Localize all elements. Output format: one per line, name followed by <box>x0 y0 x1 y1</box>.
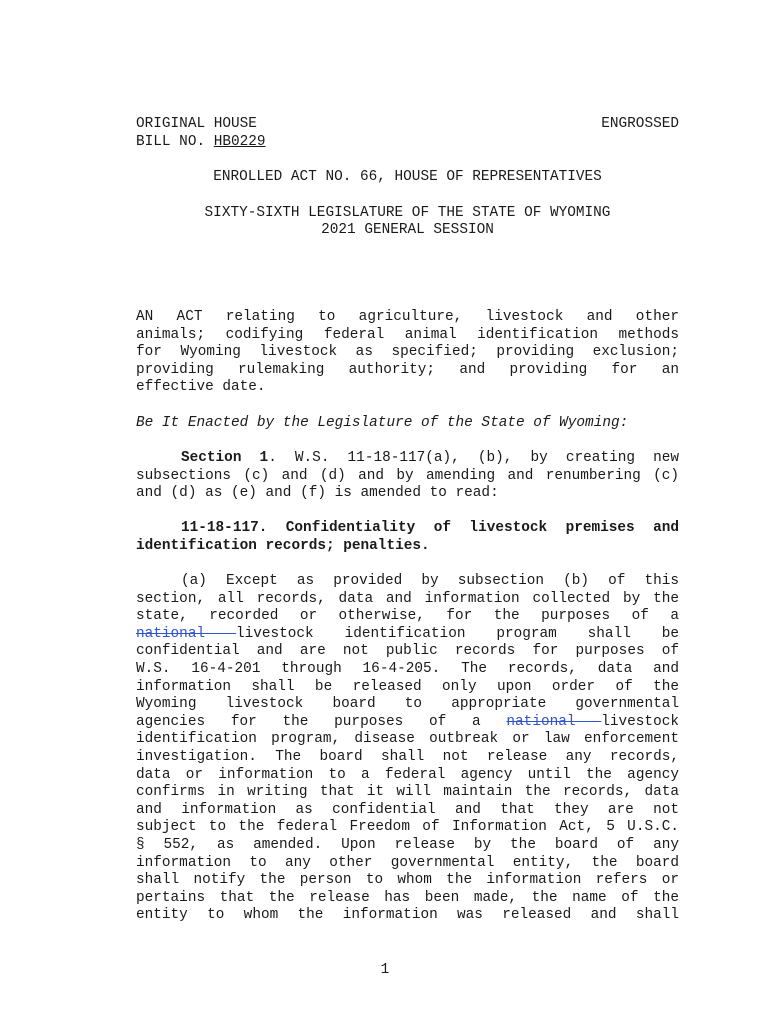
section-1-line <box>136 450 679 468</box>
subsection-a-line: state, recorded or otherwise, for the purposes of a <box>136 608 679 625</box>
subsection-a-line <box>136 714 679 732</box>
original-house-label: ORIGINAL HOUSE <box>136 116 257 132</box>
act-title <box>136 309 679 397</box>
legislature-line: SIXTY-SIXTH LEGISLATURE OF THE STATE OF WYOMING <box>204 205 611 221</box>
section-1-line: subsections (c) and (d) and by amending and renumbering (c) <box>136 467 679 484</box>
statute-heading-line: identification records; penalties. <box>136 537 430 554</box>
subsection-a-line: subject to the federal Freedom of Information Act, 5 U.S.C. <box>136 819 679 836</box>
subsection-a-line: W.S. 16-4-201 through 16-4-205. The records, data and <box>136 660 679 677</box>
subsection-a-line: identification program, disease outbreak or law enforcement <box>136 731 679 748</box>
deleted-text: national <box>506 713 602 730</box>
subsection-a-text: livestock <box>601 713 679 730</box>
section-1-label: Section 1 <box>181 450 269 466</box>
bill-number-link[interactable]: HB0229 <box>213 133 266 150</box>
section-1 <box>136 450 679 503</box>
subsection-a-line: information shall be released only upon order of the <box>136 678 679 695</box>
subsection-a-line: confirms in writing that it will maintain the records, data <box>136 784 679 801</box>
subsection-a-line: shall notify the person to whom the information refers or <box>136 872 679 889</box>
subsection-a-text: livestock identification program shall be <box>235 625 679 642</box>
act-title-line: effective date. <box>136 379 266 396</box>
act-title-line: for Wyoming livestock as specified; providing exclusion; <box>136 344 679 361</box>
subsection-a-line: pertains that the release has been made, the name of the <box>136 889 679 906</box>
header-left <box>136 116 266 151</box>
subsection-a-line: § 552, as amended. Upon release by the board of any <box>136 836 679 853</box>
deleted-text: national <box>136 625 236 642</box>
subsection-a-line <box>136 573 679 591</box>
subsection-a <box>136 573 679 925</box>
subsection-a-line: and information as confidential and that they are not <box>136 801 679 818</box>
session-line: 2021 GENERAL SESSION <box>321 222 494 238</box>
statute-heading-text: 11-18-117. Confidentiality of livestock premises and <box>181 520 679 536</box>
subsection-a-line: confidential and are not public records for purposes of <box>136 643 679 660</box>
bill-no-label: BILL NO. <box>136 133 214 150</box>
section-1-text: . W.S. 11-18-117(a), (b), by creating new <box>268 450 679 466</box>
section-1-line: and (d) as (e) and (f) is amended to read: <box>136 485 499 502</box>
subsection-a-line: data or information to a federal agency until the agency <box>136 766 679 783</box>
act-title-line: providing rulemaking authority; and providing for an <box>136 361 679 378</box>
subsection-a-text: agencies for the purposes of a <box>136 713 507 730</box>
subsection-a-line: entity to whom the information was released and shall <box>136 907 679 924</box>
act-title-line: animals; codifying federal animal identification methods <box>136 326 679 343</box>
enrolled-act-line: ENROLLED ACT NO. 66, HOUSE OF REPRESENTATIVES <box>213 169 602 185</box>
subsection-a-text: (a) Except as provided by subsection (b) of this <box>181 573 679 589</box>
statute-heading-line <box>136 520 679 538</box>
subsection-a-line: information to any other governmental entity, the board <box>136 854 679 871</box>
statute-heading <box>136 520 679 555</box>
page-number: 1 <box>380 962 390 978</box>
subsection-a-line: Wyoming livestock board to appropriate governmental <box>136 696 679 713</box>
subsection-a-line: investigation. The board shall not release any records, <box>136 748 679 765</box>
act-title-line: AN ACT relating to agriculture, livestock and other <box>136 309 679 325</box>
engrossed-label: ENGROSSED <box>601 116 679 132</box>
subsection-a-line: section, all records, data and information collected by the <box>136 590 679 607</box>
enacting-clause-text: Be It Enacted by the Legislature of the State of Wyoming: <box>136 415 629 431</box>
enacting-clause <box>136 415 679 433</box>
subsection-a-line <box>136 626 679 644</box>
